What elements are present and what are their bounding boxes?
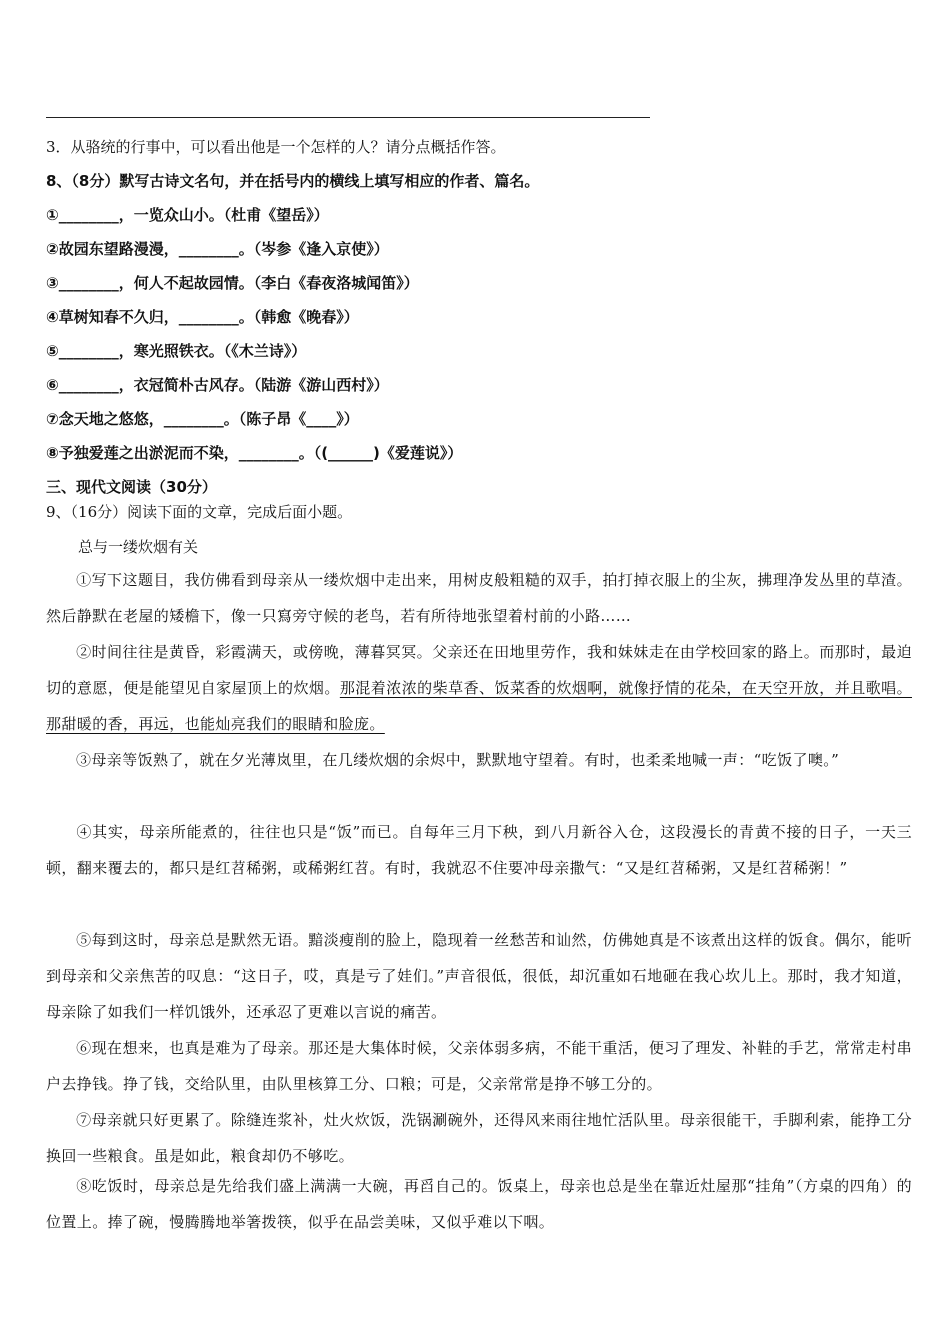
q8-item-7: ⑦念天地之悠悠，________。（陈子昂《____》） [46, 410, 359, 428]
q8-item-2: ②故园东望路漫漫，________。（岑参《逢入京使》） [46, 240, 389, 258]
paragraph-3-text: ③母亲等饭熟了，就在夕光薄岚里，在几缕炊烟的余烬中，默默地守望着。有时，也柔柔地喊一声：“吃饭了噢。” [76, 751, 840, 769]
paragraph-3 [46, 742, 912, 778]
question-8-header: 8、（8分）默写古诗文名句，并在括号内的横线上填写相应的作者、篇名。 [46, 172, 540, 190]
question-3: 3．从骆统的行事中，可以看出他是一个怎样的人？请分点概括作答。 [46, 138, 506, 156]
q8-item-8: ⑧予独爱莲之出淤泥而不染，________。（(______)《爱莲说》） [46, 444, 463, 462]
q8-item-4: ④草树知春不久归，________。（韩愈《晚春》） [46, 308, 359, 326]
article-title: 总与一缕炊烟有关 [78, 538, 199, 556]
q8-item-3: ③________，何人不起故园情。（李白《春夜洛城闻笛》） [46, 274, 419, 292]
q8-item-5: ⑤________，寒光照铁衣。（《木兰诗》） [46, 342, 307, 360]
q8-item-6: ⑥________，衣冠简朴古风存。（陆游《游山西村》） [46, 376, 389, 394]
paragraph-7 [46, 1102, 912, 1174]
answer-line [46, 117, 650, 118]
paragraph-1-text: ①写下这题目，我仿佛看到母亲从一缕炊烟中走出来，用树皮般粗糙的双手，拍打掉衣服上的尘灰，拂理净发丛里的草渣。然后静默在老屋的矮檐下，像一只寫旁守候的老鸟，若有所待地张望着村前的小路…… [46, 571, 912, 625]
paragraph-4 [46, 814, 912, 886]
paragraph-7-text: ⑦母亲就只好更累了。除缝连浆补，灶火炊饭，洗锅涮碗外，还得风来雨往地忙活队里。母亲很能干，手脚利索，能挣工分换回一些粮食。虽是如此，粮食却仍不够吃。 [46, 1111, 912, 1165]
paragraph-6 [46, 1030, 912, 1102]
section-3-heading: 三、现代文阅读（30分） [46, 478, 217, 496]
paragraph-1 [46, 562, 912, 634]
paragraph-2 [46, 634, 912, 742]
question-9-header: 9、（16分）阅读下面的文章，完成后面小题。 [46, 503, 353, 521]
paragraph-4-text: ④其实，母亲所能煮的，往往也只是“饭”而已。自每年三月下秧，到八月新谷入仓，这段漫长的青黄不接的日子，一天三顿，翻来覆去的，都只是红苕稀粥，或稀粥红苕。有时，我就忍不住要冲母亲撒气：“又是红苕稀粥，又是红苕稀粥！” [46, 823, 912, 877]
q8-item-1: ①________，一览众山小。（杜甫《望岳》） [46, 206, 329, 224]
paragraph-8-text: ⑧吃饭时，母亲总是先给我们盛上满满一大碗，再舀自己的。饭桌上，母亲也总是坐在靠近灶屋那“挂角”（方桌的四角）的位置上。捧了碗，慢腾腾地举箸拨筷，似乎在品尝美味，又似乎难以下咽。 [46, 1177, 912, 1231]
paragraph-2-underlined: 那混着浓浓的柴草香、饭菜香的炊烟啊，就像抒情的花朵，在天空开放，并且歌唱。那甜暖的香，再远，也能灿亮我们的眼睛和脸庞。 [46, 679, 912, 733]
paragraph-5 [46, 922, 912, 1030]
paragraph-6-text: ⑥现在想来，也真是难为了母亲。那还是大集体时候，父亲体弱多病，不能干重活，便习了理发、补鞋的手艺，常常走村串户去挣钱。挣了钱，交给队里，由队里核算工分、口粮；可是，父亲常常是挣不够工分的。 [46, 1039, 912, 1093]
paragraph-5-text: ⑤每到这时，母亲总是默然无语。黯淡瘦削的脸上，隐现着一丝愁苦和讪然，仿佛她真是不该煮出这样的饭食。偶尔，能听到母亲和父亲焦苦的叹息：“这日子，哎，真是亏了娃们。”声音很低，很低，却沉重如石地砸在我心坎儿上。那时，我才知道，母亲除了如我们一样饥饿外，还承忍了更难以言说的痛苦。 [46, 931, 912, 1021]
paragraph-8 [46, 1168, 912, 1240]
paragraph-2-text: ②时间往往是黄昏，彩霞满天，或傍晚，薄暮冥冥。父亲还在田地里劳作，我和妹妹走在由学校回家的路上。而那时，最迫切的意愿，便是能望见自家屋顶上的炊烟。 [46, 643, 912, 697]
